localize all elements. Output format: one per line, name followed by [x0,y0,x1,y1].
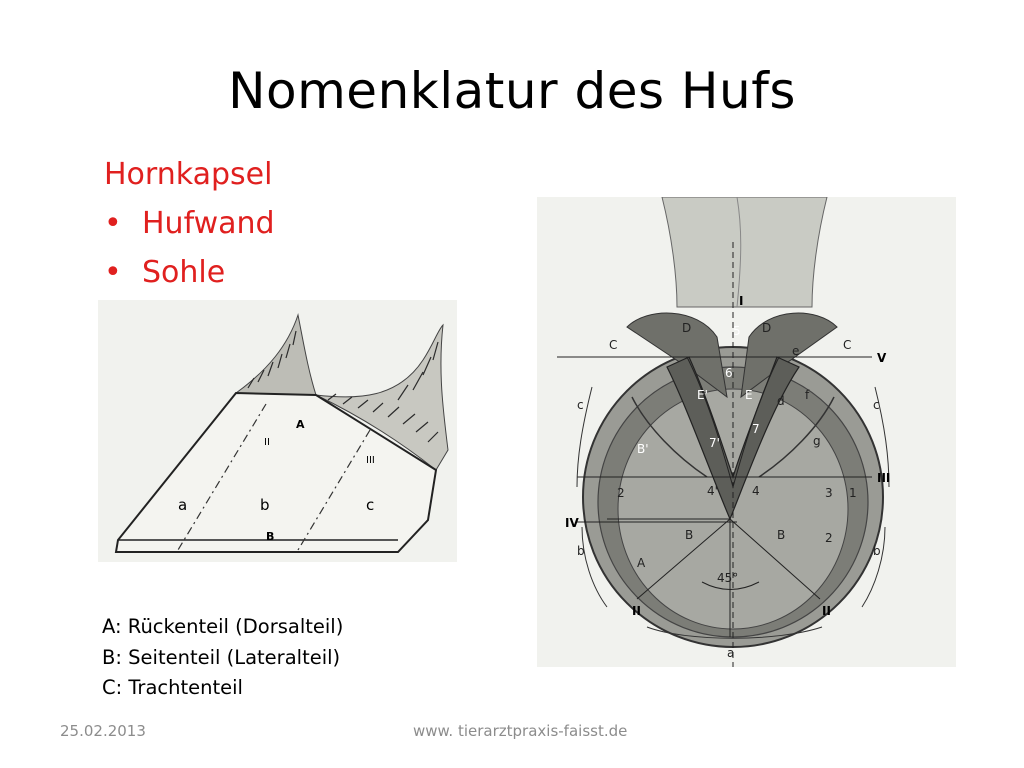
bullet-item [104,199,275,248]
label-b-left: b [577,544,585,558]
label-II-right: II [822,604,831,618]
label-D-right: D [762,321,772,335]
label-n2-right: 2 [825,531,833,545]
label-C-left: C [609,338,618,352]
bullet-dot: • [104,255,122,290]
label-c-left: c [577,398,584,412]
label-angle: 45° [717,571,739,585]
label-C-right: C [843,338,852,352]
label-IV: IV [565,516,579,530]
legend-item-B: B: Seitenteil (Lateralteil) [102,645,341,669]
hoof-sole-view-figure [537,197,956,667]
slide-title: Nomenklatur des Hufs [228,62,796,120]
label-a: a [727,646,735,660]
label-n2-left: 2 [617,486,625,500]
pastern-shape [662,197,827,307]
label-n4: 4 [752,484,760,498]
label-D-left: D [682,321,692,335]
label-B: B [266,530,275,543]
label-B-left: B [685,528,694,542]
legend-item-C: C: Trachtenteil [102,676,243,699]
label-n6: 6 [725,366,733,380]
label-n4p: 4' [707,484,718,498]
label-II: II [264,437,270,448]
label-Bp: B' [637,442,649,456]
label-e: e [792,344,800,358]
label-I: I [739,294,744,308]
label-c: c [366,496,375,514]
label-b-right: b [873,544,881,558]
hoof-side-view-figure [98,300,457,562]
label-b: b [260,496,270,514]
legend-block [102,612,343,704]
label-A: A [637,556,646,570]
label-B-right: B [777,528,786,542]
label-Ep: E' [697,388,708,402]
bullet-sohle: Sohle [142,255,226,290]
label-n1: 1 [849,486,857,500]
bullet-item [104,248,275,297]
bullet-hufwand: Hufwand [142,206,275,241]
label-A: A [296,418,305,431]
label-g: g [813,434,821,448]
hornkapsel-heading: Hornkapsel [104,157,273,192]
label-n3: 3 [825,486,833,500]
footer-date: 25.02.2013 [60,722,146,740]
label-d: d [777,394,785,408]
label-III: III [366,455,375,466]
label-a: a [178,496,188,514]
label-n7: 7 [752,422,760,436]
bullet-dot: • [104,206,122,241]
label-n5: 5 [733,324,741,338]
label-E: E [745,388,753,402]
label-f: f [805,388,810,402]
legend-item-A: A: Rückenteil (Dorsalteil) [102,615,344,638]
label-c-right: c [873,398,880,412]
label-n7p: 7' [709,436,720,450]
label-V: V [877,351,887,365]
label-II-left: II [632,604,641,618]
footer-url: www. tierarztpraxis-faisst.de [413,722,628,740]
label-III: III [877,471,891,485]
